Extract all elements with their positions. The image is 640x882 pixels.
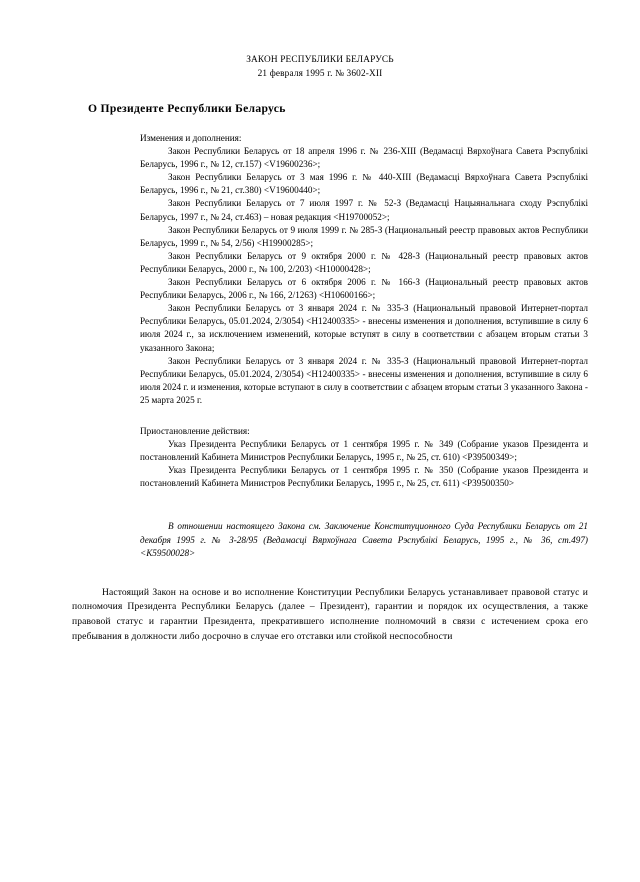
- amendment-entry: Закон Республики Беларусь от 7 июля 1997 г. № 52-З (Ведамасці Нацыянальнага сходу Рэспублікі Беларусь, 1997 г., № 24, ст.463) – новая редакция <Н19700052>;: [140, 198, 588, 222]
- suspension-entry: Указ Президента Республики Беларусь от 1 сентября 1995 г. № 350 (Собрание указов Президента и постановлений Кабинета Министров Республики Беларусь, 1995 г., № 25, ст. 611) <Р39500350>: [140, 465, 588, 489]
- suspension-heading: Приостановление действия:: [140, 425, 250, 436]
- amendment-entry: Закон Республики Беларусь от 9 июля 1999 г. № 285-З (Национальный реестр правовых актов Республики Беларусь, 1999 г., № 54, 2/56) <Н19900285>;: [140, 224, 588, 248]
- suspension-entry: Указ Президента Республики Беларусь от 1 сентября 1995 г. № 349 (Собрание указов Президента и постановлений Кабинета Министров Республики Беларусь, 1995 г., № 25, ст. 610) <Р39500349>;: [140, 439, 588, 463]
- amendment-entry: Закон Республики Беларусь от 3 января 2024 г. № 335-З (Национальный правовой Интернет-портал Республики Беларусь, 05.01.2024, 2/3054) <Н12400335> - внесены изменения и дополнения, вступившие в силу 6 июля 2024 г., за исключением изменений, которые вступят в силу в соответствии с абзацем вторым статьи 3 указанного Закона;: [140, 303, 588, 353]
- amendments-section: [140, 132, 588, 407]
- law-type-line: ЗАКОН РЕСПУБЛИКИ БЕЛАРУСЬ: [246, 55, 394, 65]
- amendment-entry: Закон Республики Беларусь от 3 января 2024 г. № 335-З (Национальный правовой Интернет-портал Республики Беларусь, 05.01.2024, 2/3054) <Н12400335> - внесены изменения и дополнения, вступившие в силу 6 июля 2024 г. и изменения, которые вступают в силу в соответствии с абзацем вторым статьи 3 указанного Закона - 25 марта 2025 г.: [140, 355, 588, 405]
- amendment-entry: Закон Республики Беларусь от 9 октября 2000 г. № 428-З (Национальный реестр правовых актов Республики Беларусь, 2000 г., № 100, 2/203) <Н10000428>;: [140, 250, 588, 274]
- amendment-entry: Закон Республики Беларусь от 3 мая 1996 г. № 440-XIII (Ведамасці Вярхоўнага Савета Рэспублікі Беларусь, 1996 г., № 21, ст.380) <V19600440>;: [140, 172, 588, 196]
- suspension-section: [140, 425, 588, 490]
- amendments-heading: Изменения и дополнения:: [140, 133, 242, 143]
- document-page: [0, 54, 640, 882]
- law-date-number-line: 21 февраля 1995 г. № 3602-XII: [257, 68, 383, 79]
- body-paragraph: Настоящий Закон на основе и во исполнение Конституции Республики Беларусь устанавливает правовой статус и полномочия Президента Республики Беларусь (далее – Президент), гарантии и порядок их осуществления, а также правовой статус и гарантии Президента, прекратившего исполнение полномочий в связи с истечением срока его пребывания в должности либо досрочно в случае его отставки или стойкой неспособности: [72, 586, 588, 642]
- amendment-entry: Закон Республики Беларусь от 18 апреля 1996 г. № 236-XIII (Ведамасці Вярхоўнага Савета Рэспублікі Беларусь, 1996 г., № 12, ст.157) <V19600236>;: [140, 146, 588, 170]
- constitutional-court-note: В отношении настоящего Закона см. Заключение Конституционного Суда Республики Беларусь от 21 декабря 1995 г. № З-28/95 (Ведамасці Вярхоўнага Савета Рэспублікі Беларусь, 1995 г., № 36, ст.497) <К59500028>: [140, 521, 588, 558]
- page-title: О Президенте Республики Беларусь: [88, 102, 286, 115]
- document-header: [0, 54, 640, 81]
- amendment-entry: Закон Республики Беларусь от 6 октября 2006 г. № 166-З (Национальный реестр правовых актов Республики Беларусь, 2006 г., № 166, 2/1263) <Н10600166>;: [140, 277, 588, 301]
